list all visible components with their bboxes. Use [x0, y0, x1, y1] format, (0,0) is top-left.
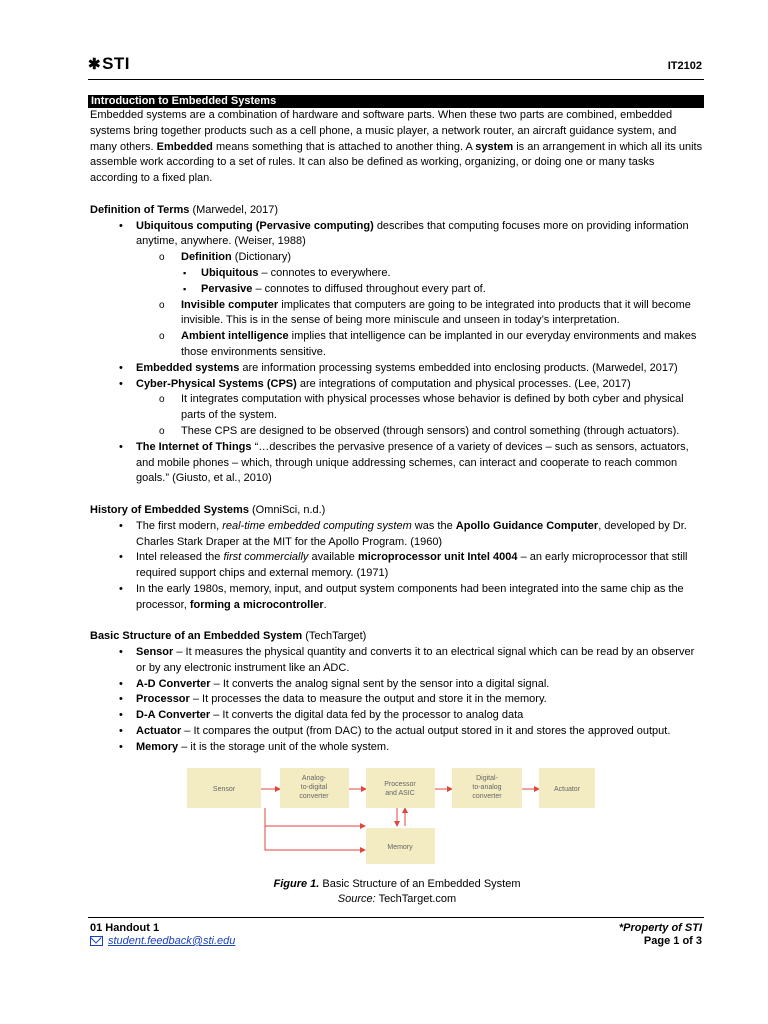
list-item: • Actuator – It compares the output (from DAC) to the actual output stored in it and stores the approved output. [90, 724, 704, 740]
footer-divider [88, 917, 704, 918]
list-item: ▪ Ubiquitous – connotes to everywhere. [90, 266, 704, 282]
list-item: o These CPS are designed to be observed (through sensors) and control something (through actuators). [90, 424, 704, 440]
document-body [90, 108, 704, 756]
adc-label-1: Analog- [301, 775, 327, 782]
history-heading: History of Embedded Systems (OmniSci, n.d.) [90, 503, 326, 516]
list-item: • In the early 1980s, memory, input, and output system components had been integrated into the same chip as the processor, forming a microcontroller. [90, 582, 704, 614]
arrow-sensor-memory-bottom [265, 826, 365, 850]
list-item: o Ambient intelligence implies that intelligence can be implanted in our everyday environments and makes those environments sensitive. [90, 329, 704, 361]
sensor-label: Sensor [212, 786, 236, 793]
envelope-icon [90, 936, 103, 946]
embedded-system-diagram [185, 766, 597, 866]
intro-paragraph: Embedded systems are a combination of hardware and software parts. When these two parts are combined, embedded systems bring together products such as a cell phone, a music player, a network router, an aircraft guidance system, and many others. Embedded means something that is attached to another thing. A system is an arrangement in which all its units assemble work according to a set of rules. It can also be defined as working, organizing, or doing one or many tasks according to a fixed plan. [90, 109, 703, 185]
property-label: *Property of STI [618, 922, 702, 934]
list-item: • Sensor – It measures the physical quantity and converts it to an electrical signal which can be read by an observer or by any electronic instrument like an ADC. [90, 645, 704, 677]
list-item: • The first modern, real-time embedded computing system was the Apollo Guidance Computer, developed by Dr. Charles Stark Draper at the MIT for the Apollo Program. (1960) [90, 519, 704, 551]
list-item: • The Internet of Things “…describes the pervasive presence of a variety of devices – such as sensors, actuators, and mobile phones – which, through unique addressing schemes, can interact and cooperate to reach common goals.” (Giusto, et al., 2010) [90, 440, 704, 487]
list-item: • D-A Converter – It converts the digital data fed by the processor to analog data [90, 708, 704, 724]
list-item: • Memory – it is the storage unit of the whole system. [90, 740, 704, 756]
dac-label-2: to-analog [472, 784, 502, 791]
dac-label-3: converter [472, 793, 502, 800]
handout-label: 01 Handout 1 [90, 922, 160, 934]
header-divider [88, 79, 704, 80]
list-item: o Definition (Dictionary) [90, 250, 704, 266]
dac-label-1: Digital- [476, 775, 498, 782]
memory-label: Memory [387, 844, 413, 851]
list-item: • Embedded systems are information processing systems embedded into enclosing products. (Marwedel, 2017) [90, 361, 704, 377]
figure-caption: Figure 1. Basic Structure of an Embedded System [273, 878, 521, 890]
list-item: • Intel released the first commercially available microprocessor unit Intel 4004 – an early microprocessor that still required support chips and external memory. (1971) [90, 550, 704, 582]
list-item: • A-D Converter – It converts the analog signal sent by the sensor into a digital signal. [90, 677, 704, 693]
page-number: Page 1 of 3 [643, 935, 702, 947]
processor-label-1: Processor [384, 781, 416, 788]
structure-heading: Basic Structure of an Embedded System (TechTarget) [90, 630, 367, 643]
list-item: • Ubiquitous computing (Pervasive computing) describes that computing focuses more on providing information anytime, anywhere. (Weiser, 1988) [90, 219, 704, 251]
processor-label-2: and ASIC [385, 790, 415, 797]
list-item: ▪ Pervasive – connotes to diffused throughout every part of. [90, 282, 704, 298]
section-title: Introduction to Embedded Systems [88, 95, 704, 108]
adc-label-3: converter [299, 793, 329, 800]
list-item: o Invisible computer implicates that computers are going to be integrated into products that it will become invisible. This is in the sense of being more miniscule and unseen in today’s interpretation. [90, 298, 704, 330]
list-item: • Processor – It processes the data to measure the output and store it in the memory. [90, 692, 704, 708]
adc-label-2: to-digital [300, 784, 328, 791]
list-item: o It integrates computation with physical processes whose behavior is defined by both cyber and physical parts of the system. [90, 392, 704, 424]
feedback-email-link[interactable]: student.feedback@sti.edu [90, 935, 235, 947]
actuator-label: Actuator [553, 786, 581, 793]
arrow-sensor-memory-top [265, 808, 365, 826]
definitions-heading: Definition of Terms (Marwedel, 2017) [90, 203, 279, 216]
list-item: • Cyber-Physical Systems (CPS) are integrations of computation and physical processes. (Lee, 2017) [90, 377, 704, 393]
processor-box [366, 768, 435, 808]
figure-source: Source: TechTarget.com [337, 893, 457, 905]
sti-logo: ✱STI [88, 54, 131, 73]
course-code: IT2102 [667, 60, 702, 72]
